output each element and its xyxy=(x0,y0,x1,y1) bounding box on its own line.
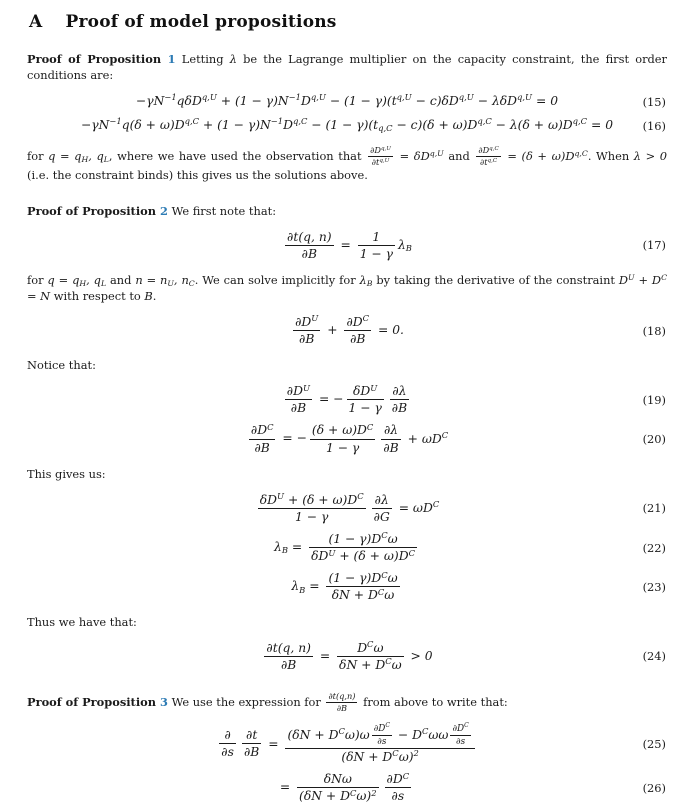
math-text: ∂s xyxy=(377,736,387,747)
fraction-numerator xyxy=(385,772,412,787)
math-text: $\partial t^{q,U}$ xyxy=(371,157,390,168)
fraction-numerator xyxy=(372,493,392,508)
equation-body xyxy=(282,384,412,415)
math-text: $\delta N + D^C\omega$ xyxy=(331,586,395,603)
math-text: $\partial t^{q,C}$ xyxy=(479,157,498,168)
equation-22 xyxy=(27,532,667,563)
section-letter: A xyxy=(29,12,43,32)
fraction xyxy=(310,423,375,454)
math-text: ∂s xyxy=(221,745,234,760)
fraction xyxy=(293,315,320,346)
math-text: = xyxy=(279,780,295,795)
equation-number: (22) xyxy=(642,540,666,555)
math-text: $\partial D^C$ xyxy=(452,722,469,734)
equation-16 xyxy=(27,118,667,134)
fraction-denominator xyxy=(326,702,357,713)
math-text: B xyxy=(144,288,153,303)
fraction-denominator xyxy=(385,787,412,803)
fraction xyxy=(476,146,500,168)
proposition-label: Proof of Proposition 2 xyxy=(27,203,168,218)
fraction-numerator xyxy=(326,692,357,702)
equation-21 xyxy=(27,493,667,524)
math-text: ∂G xyxy=(373,509,390,524)
body-text: We use the expression for xyxy=(171,694,325,709)
math-text: $q = q_H$, $q_L$ xyxy=(48,148,109,165)
math-text: 1 − γ xyxy=(359,246,393,261)
body-text: (i.e. the constraint binds) this gives us the solutions above. xyxy=(27,167,368,182)
proposition-paragraph xyxy=(27,692,667,714)
math-text: = − xyxy=(278,431,307,446)
fraction-denominator xyxy=(285,748,474,764)
math-text: $\lambda_B$ xyxy=(359,273,373,289)
paragraph xyxy=(27,273,667,305)
body-text: be the Lagrange multiplier on the capacity constraint, the first order conditions are: xyxy=(27,52,667,82)
math-text: λ xyxy=(229,52,237,66)
equation-26 xyxy=(27,772,667,803)
equation-19 xyxy=(27,384,667,415)
fraction-numerator xyxy=(337,638,404,656)
fraction-denominator xyxy=(390,399,409,415)
math-text: $\delta D^U + (\delta + \omega)D^C$ xyxy=(311,547,415,564)
math-text: = xyxy=(315,648,335,663)
math-text: $\partial D^C$ xyxy=(386,770,410,787)
math-text: ∂s xyxy=(456,736,466,747)
document-body xyxy=(27,52,667,803)
body-text: Notice that: xyxy=(27,358,96,373)
equation-body xyxy=(290,315,404,346)
equation-body xyxy=(280,772,414,803)
fraction xyxy=(347,384,384,415)
equation-number: (15) xyxy=(642,94,666,109)
equation-body xyxy=(282,230,412,261)
math-text: + $\omega D^C$ xyxy=(403,430,449,446)
fraction-numerator xyxy=(285,230,334,245)
paragraph xyxy=(27,467,667,483)
math-text: 1 − γ xyxy=(295,509,329,524)
fraction-numerator xyxy=(219,728,236,743)
math-text: $\partial D^C$ xyxy=(250,421,274,438)
math-text: $D^C\omega$ xyxy=(357,638,384,655)
math-text: 1 − γ xyxy=(325,440,360,455)
fraction-denominator xyxy=(326,586,399,602)
math-text: ∂B xyxy=(350,332,366,347)
equation-number: (20) xyxy=(642,432,666,447)
fraction-denominator xyxy=(344,330,371,346)
fraction-denominator xyxy=(372,508,392,524)
fraction xyxy=(297,772,379,803)
math-text: 1 − γ xyxy=(348,401,382,416)
math-text: > 0 xyxy=(406,648,433,663)
equation-number: (21) xyxy=(642,501,666,516)
fraction-denominator xyxy=(293,330,320,346)
fraction-numerator xyxy=(242,728,261,743)
fraction xyxy=(326,692,357,714)
fraction xyxy=(450,724,470,747)
body-text: . We can solve implicitly for xyxy=(194,273,360,287)
math-text: = $\omega D^C$ xyxy=(394,499,440,515)
fraction-denominator xyxy=(358,245,395,261)
math-text: $(\delta N + D^C\omega)^2$ xyxy=(341,748,419,765)
equation-body xyxy=(81,118,613,132)
fraction xyxy=(309,532,417,563)
fraction-numerator xyxy=(258,493,366,508)
fraction xyxy=(358,230,395,261)
math-text: $\delta D^U + (\delta + \omega)D^C$ xyxy=(259,491,364,507)
body-text: with respect to xyxy=(50,288,145,303)
fraction-numerator xyxy=(249,423,276,438)
body-text: . When xyxy=(587,148,634,163)
math-text: ∂λ xyxy=(392,384,407,399)
math-text: ∂B xyxy=(301,246,317,261)
equation-18 xyxy=(27,315,667,346)
math-text: 1 xyxy=(372,229,381,244)
math-text: ∂B xyxy=(391,401,408,416)
fraction-numerator xyxy=(326,571,399,586)
body-text: Thus we have that: xyxy=(27,614,137,629)
fraction xyxy=(285,230,334,261)
fraction-numerator xyxy=(381,423,400,438)
fraction xyxy=(219,728,236,759)
body-text: from above to write that: xyxy=(359,694,508,709)
fraction-numerator xyxy=(310,423,375,438)
math-text: ∂B xyxy=(254,440,270,455)
fraction-denominator xyxy=(258,508,366,524)
fraction-denominator xyxy=(285,245,334,261)
fraction xyxy=(385,772,412,803)
math-text: $\partial D^{q,U}$ xyxy=(370,144,391,155)
equation-number: (17) xyxy=(642,238,666,253)
section-heading xyxy=(29,12,667,32)
fraction-numerator xyxy=(285,384,312,399)
fraction xyxy=(242,728,261,759)
math-text: = $\delta D^{q,U}$ xyxy=(395,148,444,163)
equation-15 xyxy=(27,94,667,110)
equation-number: (23) xyxy=(642,579,666,594)
math-text: $\lambda_B$ = xyxy=(291,579,324,595)
math-text: ∂s xyxy=(391,789,405,803)
equation-number: (16) xyxy=(642,118,666,133)
fraction-denominator xyxy=(285,399,312,415)
math-text: $(\delta N + D^C\omega)^2$ xyxy=(299,787,377,803)
fraction xyxy=(368,146,393,168)
math-text: ∂t(q,n) xyxy=(328,690,356,701)
fraction-numerator xyxy=(390,384,409,399)
equation-body xyxy=(246,423,448,454)
math-text: ∂B xyxy=(243,745,260,760)
math-text: = xyxy=(336,237,355,252)
equation-body xyxy=(261,638,433,672)
equation-number: (19) xyxy=(642,392,666,407)
math-text: δNω xyxy=(323,772,352,787)
fraction-denominator xyxy=(368,156,393,167)
equation-group xyxy=(27,638,667,672)
math-text: + xyxy=(323,323,342,338)
proposition-paragraph xyxy=(27,52,667,84)
math-text: = − xyxy=(315,392,344,407)
fraction-numerator xyxy=(264,641,313,656)
equation-group xyxy=(27,724,667,803)
body-text: for xyxy=(27,273,48,287)
body-text: This gives us: xyxy=(27,466,106,481)
math-text: $q = q_H$, $q_L$ xyxy=(47,273,107,289)
math-text: ∂t(q, n) xyxy=(266,640,311,655)
math-text: ∂B xyxy=(290,401,307,416)
proposition-number: 2 xyxy=(160,203,168,218)
fraction xyxy=(285,384,312,415)
fraction xyxy=(258,493,366,524)
body-text: We first note that: xyxy=(171,203,277,218)
math-text: $(\delta N + D^C\omega)\omega$ xyxy=(287,726,370,742)
fraction-denominator xyxy=(242,743,261,759)
math-text: λ > 0 xyxy=(633,148,667,163)
math-text: ∂t xyxy=(246,728,258,743)
body-text: and xyxy=(106,273,136,287)
fraction-denominator xyxy=(476,156,500,167)
proposition-number: 3 xyxy=(160,694,168,709)
fraction-denominator xyxy=(310,439,375,455)
equation-number: (18) xyxy=(642,323,666,338)
body-text: and xyxy=(443,148,475,163)
equation-23 xyxy=(27,571,667,602)
math-text: − $D^C\omega\omega$ xyxy=(393,726,449,742)
math-text: $\lambda_B$ = xyxy=(274,540,307,556)
fraction-numerator xyxy=(347,384,384,399)
fraction-numerator xyxy=(476,146,500,156)
math-text: $n = n_U$, $n_C$ xyxy=(135,273,195,289)
fraction xyxy=(285,724,474,765)
equation-number: (26) xyxy=(642,780,666,795)
math-text: ∂t(q, n) xyxy=(287,229,332,244)
fraction xyxy=(264,641,313,672)
math-text: ∂λ xyxy=(383,423,399,438)
body-text: . xyxy=(152,288,157,303)
math-text: $(1 - \gamma)D^C\omega$ xyxy=(328,569,398,586)
equation-group xyxy=(27,493,667,603)
fraction-numerator xyxy=(309,532,417,547)
math-text: $D^U + D^C = N$ xyxy=(27,272,667,303)
fraction-numerator xyxy=(368,146,393,156)
math-text: $-\gamma N^{-1}q(\delta + \omega)D^{q,C} + (1 - \gamma)N^{-1}D^{q,C} - (1 - \gamma)(t_{q,C} - c)(\delta + \omega)D^{q,C} - \lambda(\delta + \omega)D^{q,C} = 0$ xyxy=(80,116,614,134)
proposition-label: Proof of Proposition 3 xyxy=(27,694,168,709)
proposition-paragraph xyxy=(27,204,667,220)
math-text: ∂ xyxy=(224,728,231,743)
math-text: $(1 - \gamma)D^C\omega$ xyxy=(328,530,398,546)
math-text: $\partial D^U$ xyxy=(286,382,311,399)
body-text: Letting xyxy=(181,52,230,66)
fraction xyxy=(381,423,400,454)
fraction-denominator xyxy=(309,547,417,563)
equation-body xyxy=(136,94,558,108)
fraction-denominator xyxy=(264,656,313,672)
equation-body xyxy=(274,532,420,563)
math-text: ∂λ xyxy=(374,492,389,507)
paragraph xyxy=(27,358,667,374)
fraction-numerator xyxy=(344,315,371,330)
proposition-label: Proof of Proposition 1 xyxy=(27,52,176,66)
fraction-numerator xyxy=(358,230,395,245)
math-text: = xyxy=(264,736,283,751)
fraction-denominator xyxy=(347,399,384,415)
equation-group xyxy=(27,94,667,134)
paragraph xyxy=(27,146,667,184)
math-text: $\lambda_B$ xyxy=(397,237,412,254)
equation-17 xyxy=(27,230,667,261)
fraction-denominator xyxy=(372,735,392,747)
equation-number: (25) xyxy=(642,736,666,751)
fraction xyxy=(372,724,392,747)
math-text: = 0. xyxy=(374,323,404,338)
fraction-numerator xyxy=(450,724,470,735)
math-text: ∂B xyxy=(280,657,297,672)
fraction xyxy=(337,638,404,672)
math-text: $\partial D^C$ xyxy=(373,722,390,734)
fraction-numerator xyxy=(293,315,320,330)
math-text: $-\gamma N^{-1}q\delta D^{q,U} + (1 - \gamma)N^{-1}D^{q,U} - (1 - \gamma)(t^{q,U} - c)\delta D^{q,U} - \lambda\delta D^{q,U} = 0$ xyxy=(135,92,559,108)
fraction-denominator xyxy=(450,735,470,747)
body-text: , where we have used the observation that xyxy=(108,148,367,163)
fraction xyxy=(326,571,399,602)
fraction-denominator xyxy=(297,787,379,803)
fraction-numerator xyxy=(285,724,474,748)
math-text: = $(\delta + \omega)D^{q,C}$ xyxy=(502,148,588,163)
fraction xyxy=(372,493,392,524)
equation-number: (24) xyxy=(642,649,666,664)
math-text: ∂B xyxy=(298,332,315,347)
fraction-numerator xyxy=(372,724,392,735)
equation-group xyxy=(27,384,667,455)
math-text: ∂B xyxy=(383,440,399,455)
fraction-numerator xyxy=(297,772,379,787)
equation-body xyxy=(291,571,402,602)
fraction-denominator xyxy=(219,743,236,759)
math-text: $\partial D^{q,C}$ xyxy=(478,144,499,155)
fraction-denominator xyxy=(337,656,404,672)
fraction-denominator xyxy=(249,439,276,455)
equation-20 xyxy=(27,423,667,454)
math-text: $\partial D^U$ xyxy=(295,313,319,329)
fraction xyxy=(344,315,371,346)
math-text: $\delta D^U$ xyxy=(352,382,378,399)
math-text: $\delta N + D^C\omega$ xyxy=(339,656,402,672)
fraction xyxy=(390,384,409,415)
equation-group xyxy=(27,230,667,261)
math-text: $\partial D^C$ xyxy=(346,313,370,329)
fraction xyxy=(249,423,276,454)
section-title: Proof of model propositions xyxy=(65,12,337,32)
equation-body xyxy=(216,724,477,765)
math-text: ∂B xyxy=(336,703,348,714)
fraction-denominator xyxy=(381,439,400,455)
proposition-number: 1 xyxy=(167,52,176,66)
math-text: $(\delta + \omega)D^C$ xyxy=(311,421,374,438)
paragraph xyxy=(27,615,667,631)
body-text: by taking the derivative of the constraint xyxy=(372,273,619,287)
equation-group xyxy=(27,315,667,346)
equation-body xyxy=(255,493,439,524)
equation-24 xyxy=(27,638,667,672)
equation-25 xyxy=(27,724,667,765)
body-text: for xyxy=(27,148,49,163)
